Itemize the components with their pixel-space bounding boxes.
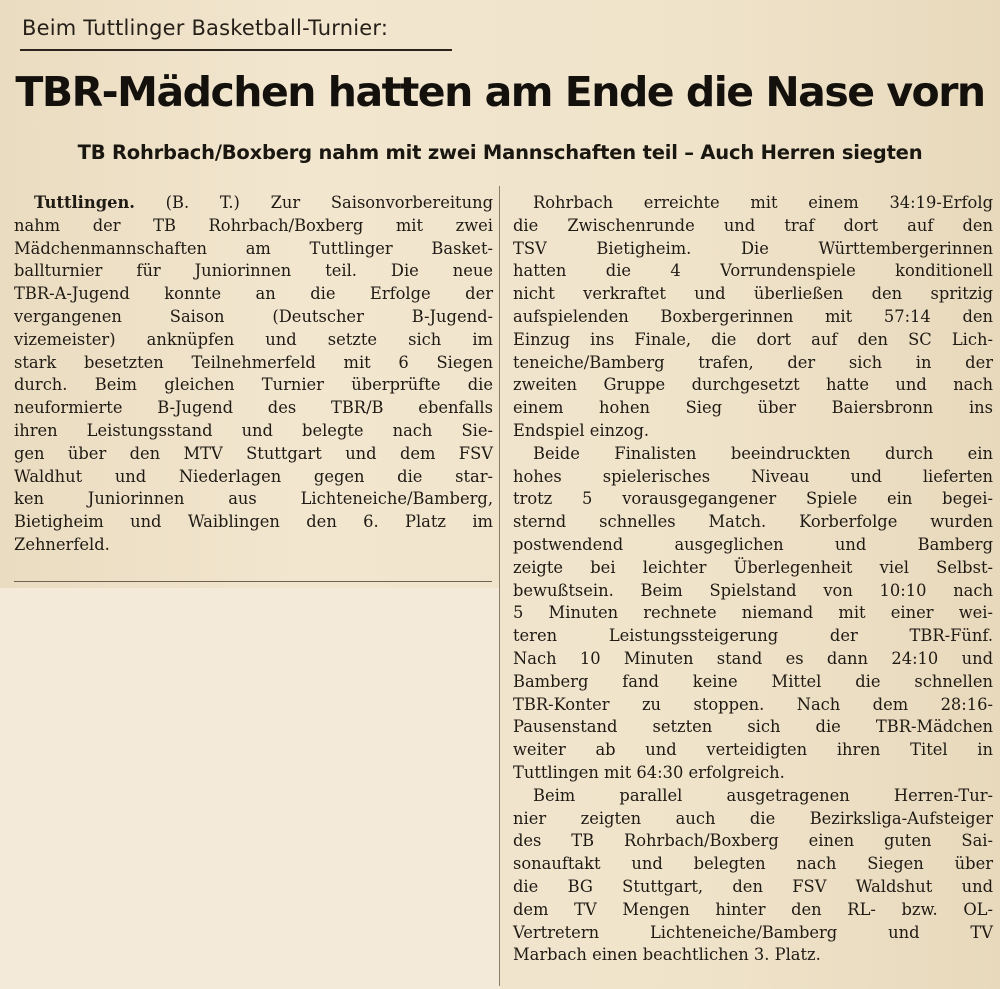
text-line: hohes spielerisches Niveau und lieferten <box>513 466 993 486</box>
dateline: Tuttlingen. <box>34 193 135 212</box>
text-line: bewußtsein. Beim Spielstand von 10:10 nach <box>513 580 993 600</box>
text-line <box>14 192 493 215</box>
text-line: ken Juniorinnen aus Lichteneiche/Bamberg, <box>14 489 493 509</box>
text-line: trotz 5 vorausgegangener Spiele ein begei- <box>513 489 993 509</box>
kicker-underline <box>20 49 452 51</box>
text-line: 5 Minuten rechnete niemand mit einer wei- <box>513 603 993 623</box>
right-column <box>513 192 993 967</box>
column-end-rule <box>14 581 492 582</box>
text-line: TBR-Konter zu stoppen. Nach dem 28:16- <box>513 694 993 714</box>
text-line: Waldhut und Niederlagen gegen die star- <box>14 466 493 486</box>
text-line: die Zwischenrunde und traf dort auf den <box>513 215 993 235</box>
text-line: stark besetzten Teilnehmerfeld mit 6 Siegen <box>14 352 493 372</box>
text-line: aufspielenden Boxbergerinnen mit 57:14 den <box>513 306 993 326</box>
headline: TBR-Mädchen hatten am Ende die Nase vorn <box>15 68 985 116</box>
kicker: Beim Tuttlinger Basketball-Turnier: <box>22 16 389 40</box>
left-column-lines <box>14 215 493 557</box>
text-line: weiter ab und verteidigten ihren Titel in <box>513 740 993 760</box>
text-line: Bamberg fand keine Mittel die schnellen <box>513 671 993 691</box>
column-divider <box>499 186 500 986</box>
text-line: Endspiel einzog. <box>513 420 650 440</box>
text-line: Pausenstand setzten sich die TBR-Mädchen <box>513 717 993 737</box>
text-line: Beim parallel ausgetragenen Herren-Tur- <box>533 785 993 805</box>
text-line: Rohrbach erreichte mit einem 34:19-Erfolg <box>533 193 993 212</box>
text-line: zeigte bei leichter Überlegenheit viel Selbst- <box>513 557 993 577</box>
text-line: zweiten Gruppe durchgesetzt hatte und nach <box>513 375 993 395</box>
blank-area <box>0 588 500 989</box>
text-line: dem TV Mengen hinter den RL- bzw. OL- <box>513 899 993 919</box>
text-line: einem hohen Sieg über Baiersbronn ins <box>513 398 993 418</box>
subheadline: TB Rohrbach/Boxberg nahm mit zwei Mannschaften teil – Auch Herren siegten <box>77 141 923 164</box>
text-line: postwendend ausgeglichen und Bamberg <box>513 534 993 554</box>
first-line-text: (B. T.) Zur Saisonvorbereitung <box>134 193 493 212</box>
text-line: nicht verkraftet und überließen den spritzig <box>513 284 993 304</box>
text-line: gen über den MTV Stuttgart und dem FSV <box>14 443 493 463</box>
text-line: Bietigheim und Waiblingen den 6. Platz im <box>14 512 493 532</box>
text-line: Nach 10 Minuten stand es dann 24:10 und <box>513 648 993 668</box>
text-line: Einzug ins Finale, die dort auf den SC Lich- <box>513 329 993 349</box>
right-column-lines <box>513 192 993 967</box>
text-line: ihren Leistungsstand und belegte nach Sie- <box>14 420 493 440</box>
text-line: teren Leistungssteigerung der TBR-Fünf. <box>513 626 993 646</box>
text-line: Tuttlingen mit 64:30 erfolgreich. <box>513 762 785 782</box>
text-line: ballturnier für Juniorinnen teil. Die neue <box>14 261 493 281</box>
text-line: nier zeigten auch die Bezirksliga-Aufsteiger <box>513 808 993 828</box>
text-line: TSV Bietigheim. Die Württembergerinnen <box>513 238 993 258</box>
text-line: Zehnerfeld. <box>14 534 110 554</box>
text-line: teneiche/Bamberg trafen, der sich in der <box>513 352 993 372</box>
text-line: Marbach einen beachtlichen 3. Platz. <box>513 945 821 965</box>
text-line: des TB Rohrbach/Boxberg einen guten Sai- <box>513 831 993 851</box>
text-line: neuformierte B-Jugend des TBR/B ebenfalls <box>14 398 493 418</box>
text-line: hatten die 4 Vorrundenspiele konditionell <box>513 261 993 281</box>
text-line: sternd schnelles Match. Korberfolge wurden <box>513 512 993 532</box>
text-line: Mädchenmannschaften am Tuttlinger Basket- <box>14 238 493 258</box>
text-line: sonauftakt und belegten nach Siegen über <box>513 854 993 874</box>
text-line: vizemeister) anknüpfen und setzte sich im <box>14 329 493 349</box>
text-line: vergangenen Saison (Deutscher B-Jugend- <box>14 306 493 326</box>
text-line: Beide Finalisten beeindruckten durch ein <box>533 443 993 463</box>
text-line: die BG Stuttgart, den FSV Waldshut und <box>513 876 993 896</box>
text-line: durch. Beim gleichen Turnier überprüfte die <box>14 375 493 395</box>
left-column <box>14 192 493 557</box>
text-line: TBR-A-Jugend konnte an die Erfolge der <box>14 284 493 304</box>
text-line: Vertretern Lichteneiche/Bamberg und TV <box>513 922 993 942</box>
text-line: nahm der TB Rohrbach/Boxberg mit zwei <box>14 215 493 235</box>
